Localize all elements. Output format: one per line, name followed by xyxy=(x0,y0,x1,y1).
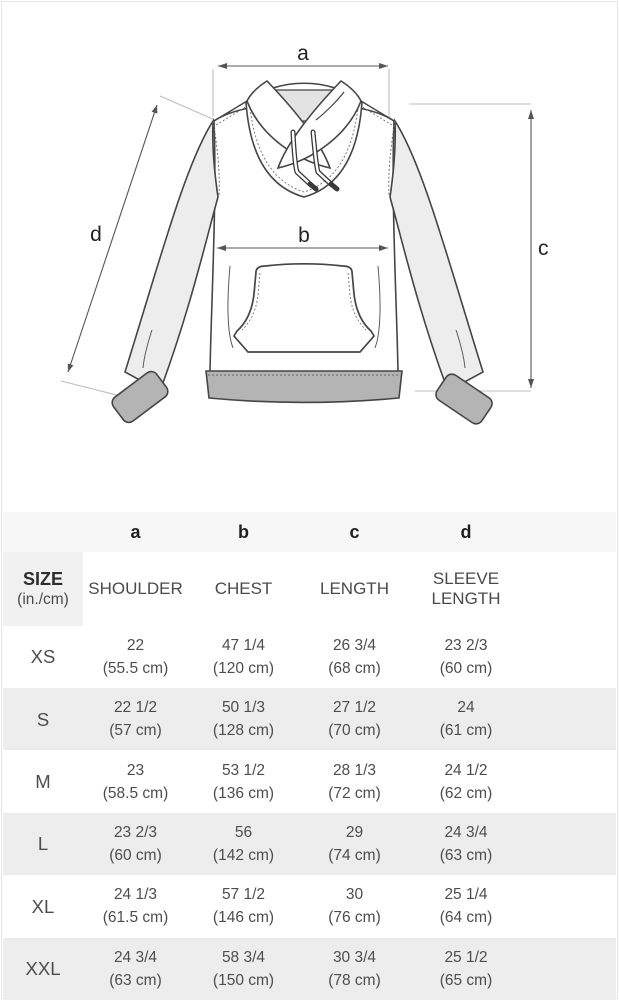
value-in: 29 xyxy=(345,823,364,841)
letter-b: b xyxy=(188,512,299,552)
column-label-shoulder: SHOULDER xyxy=(88,578,183,598)
value-in: 58 3/4 xyxy=(221,948,266,966)
value-in: 22 1/2 xyxy=(113,699,158,717)
measurement-cell xyxy=(410,813,522,875)
value-in: 47 1/4 xyxy=(221,636,266,654)
value-cm: (76 cm) xyxy=(328,909,381,927)
value-cm: (128 cm) xyxy=(212,722,275,740)
value-in: 27 1/2 xyxy=(332,699,377,717)
value-cm: (63 cm) xyxy=(439,846,493,864)
dimension-c-label: c xyxy=(538,237,549,260)
value-cm: (142 cm) xyxy=(212,846,275,864)
value-cm: (57 cm) xyxy=(109,722,162,740)
measurement-cell xyxy=(299,688,410,750)
value-in: 23 2/3 xyxy=(113,823,158,841)
measurement-cell xyxy=(83,688,188,750)
row-filler xyxy=(522,813,616,875)
measurement-cell xyxy=(410,626,522,688)
value-in: 24 3/4 xyxy=(444,823,488,841)
value-cm: (61.5 cm) xyxy=(102,909,169,927)
value-in: 24 3/4 xyxy=(113,948,158,966)
value-in: 23 2/3 xyxy=(444,636,488,654)
value-cm: (70 cm) xyxy=(328,722,381,740)
measurement-cell xyxy=(188,626,299,688)
row-filler xyxy=(522,626,616,688)
measurement-cell xyxy=(299,813,410,875)
value-cm: (136 cm) xyxy=(212,784,275,802)
measurement-cell xyxy=(83,750,188,812)
measurement-cell xyxy=(188,750,299,812)
dimension-b-label: b xyxy=(298,224,310,247)
labels-row-filler xyxy=(522,552,616,625)
size-table-section xyxy=(0,512,619,1000)
value-in: 24 1/2 xyxy=(444,761,488,779)
measurement-cell xyxy=(83,875,188,937)
measurement-cell xyxy=(83,626,188,688)
size-label: S xyxy=(3,688,83,750)
table-row-m xyxy=(3,750,616,812)
value-cm: (64 cm) xyxy=(439,909,493,927)
value-cm: (74 cm) xyxy=(328,846,381,864)
value-cm: (60 cm) xyxy=(109,846,162,864)
size-table xyxy=(3,512,616,1000)
value-cm: (68 cm) xyxy=(328,659,381,677)
row-filler xyxy=(522,875,616,937)
size-header-unit: (in./cm) xyxy=(17,590,69,608)
measurement-cell xyxy=(410,938,522,1000)
waistband-rib xyxy=(206,371,402,403)
table-row-xs xyxy=(3,626,616,688)
row-filler xyxy=(522,750,616,812)
value-in: 23 xyxy=(126,761,145,779)
table-row-xl xyxy=(3,875,616,937)
value-in: 22 xyxy=(126,636,145,654)
column-label-chest: CHEST xyxy=(214,578,273,598)
value-in: 30 xyxy=(345,886,364,904)
value-in: 24 1/3 xyxy=(113,886,158,904)
column-label-sleeve-length: SLEEVE LENGTH xyxy=(431,568,501,608)
value-cm: (58.5 cm) xyxy=(102,784,169,802)
value-cm: (55.5 cm) xyxy=(102,659,169,677)
kangaroo-pocket xyxy=(234,264,374,352)
measurement-cell xyxy=(410,750,522,812)
measurement-cell xyxy=(299,875,410,937)
value-in: 57 1/2 xyxy=(221,886,266,904)
measure-letters-row xyxy=(3,512,616,552)
table-row-s xyxy=(3,688,616,750)
letters-row-corner xyxy=(3,512,83,552)
value-in: 53 1/2 xyxy=(221,761,266,779)
value-in: 24 xyxy=(457,699,475,717)
measurement-cell xyxy=(410,875,522,937)
value-in: 30 3/4 xyxy=(332,948,377,966)
size-label: XL xyxy=(31,895,55,917)
table-row-xxl xyxy=(3,938,616,1000)
row-filler xyxy=(522,938,616,1000)
value-cm: (72 cm) xyxy=(328,784,381,802)
letter-a: a xyxy=(83,512,188,552)
value-cm: (146 cm) xyxy=(212,909,275,927)
column-labels-row xyxy=(3,552,616,625)
measurement-cell xyxy=(188,813,299,875)
value-in: 25 1/2 xyxy=(444,948,488,966)
size-label: XXL xyxy=(3,938,83,1000)
value-cm: (60 cm) xyxy=(439,659,493,677)
table-row-l xyxy=(3,813,616,875)
value-in: 28 1/3 xyxy=(332,761,377,779)
measurement-cell xyxy=(410,688,522,750)
measurement-cell xyxy=(299,626,410,688)
measurement-cell xyxy=(83,813,188,875)
left-sleeve xyxy=(125,121,218,391)
value-in: 56 xyxy=(234,823,253,841)
row-filler xyxy=(522,688,616,750)
size-label: M xyxy=(35,771,51,793)
measurement-cell xyxy=(188,938,299,1000)
size-header-title: SIZE xyxy=(22,568,63,589)
value-cm: (65 cm) xyxy=(439,971,493,989)
value-cm: (61 cm) xyxy=(439,722,493,740)
value-cm: (63 cm) xyxy=(109,971,162,989)
value-cm: (120 cm) xyxy=(212,659,275,677)
value-cm: (78 cm) xyxy=(328,971,381,989)
dimension-a xyxy=(218,42,388,69)
measurement-cell xyxy=(299,750,410,812)
measurement-cell xyxy=(188,875,299,937)
size-label: XS xyxy=(30,646,56,668)
letter-c: c xyxy=(299,512,410,552)
measurement-cell xyxy=(299,938,410,1000)
size-label: L xyxy=(3,813,83,875)
value-in: 25 1/4 xyxy=(444,886,488,904)
letter-d: d xyxy=(410,512,522,552)
value-cm: (150 cm) xyxy=(212,971,275,989)
dimension-c xyxy=(528,110,549,388)
column-label-length: LENGTH xyxy=(320,578,389,598)
letters-row-filler xyxy=(522,512,616,552)
dimension-a-label: a xyxy=(297,42,309,65)
value-cm: (62 cm) xyxy=(439,784,493,802)
measurement-cell xyxy=(188,688,299,750)
size-unit-header xyxy=(3,552,83,625)
value-in: 50 1/3 xyxy=(221,699,266,717)
right-sleeve xyxy=(390,121,483,391)
dimension-d-label: d xyxy=(90,223,102,246)
measurement-cell xyxy=(83,938,188,1000)
value-in: 26 3/4 xyxy=(332,636,377,654)
